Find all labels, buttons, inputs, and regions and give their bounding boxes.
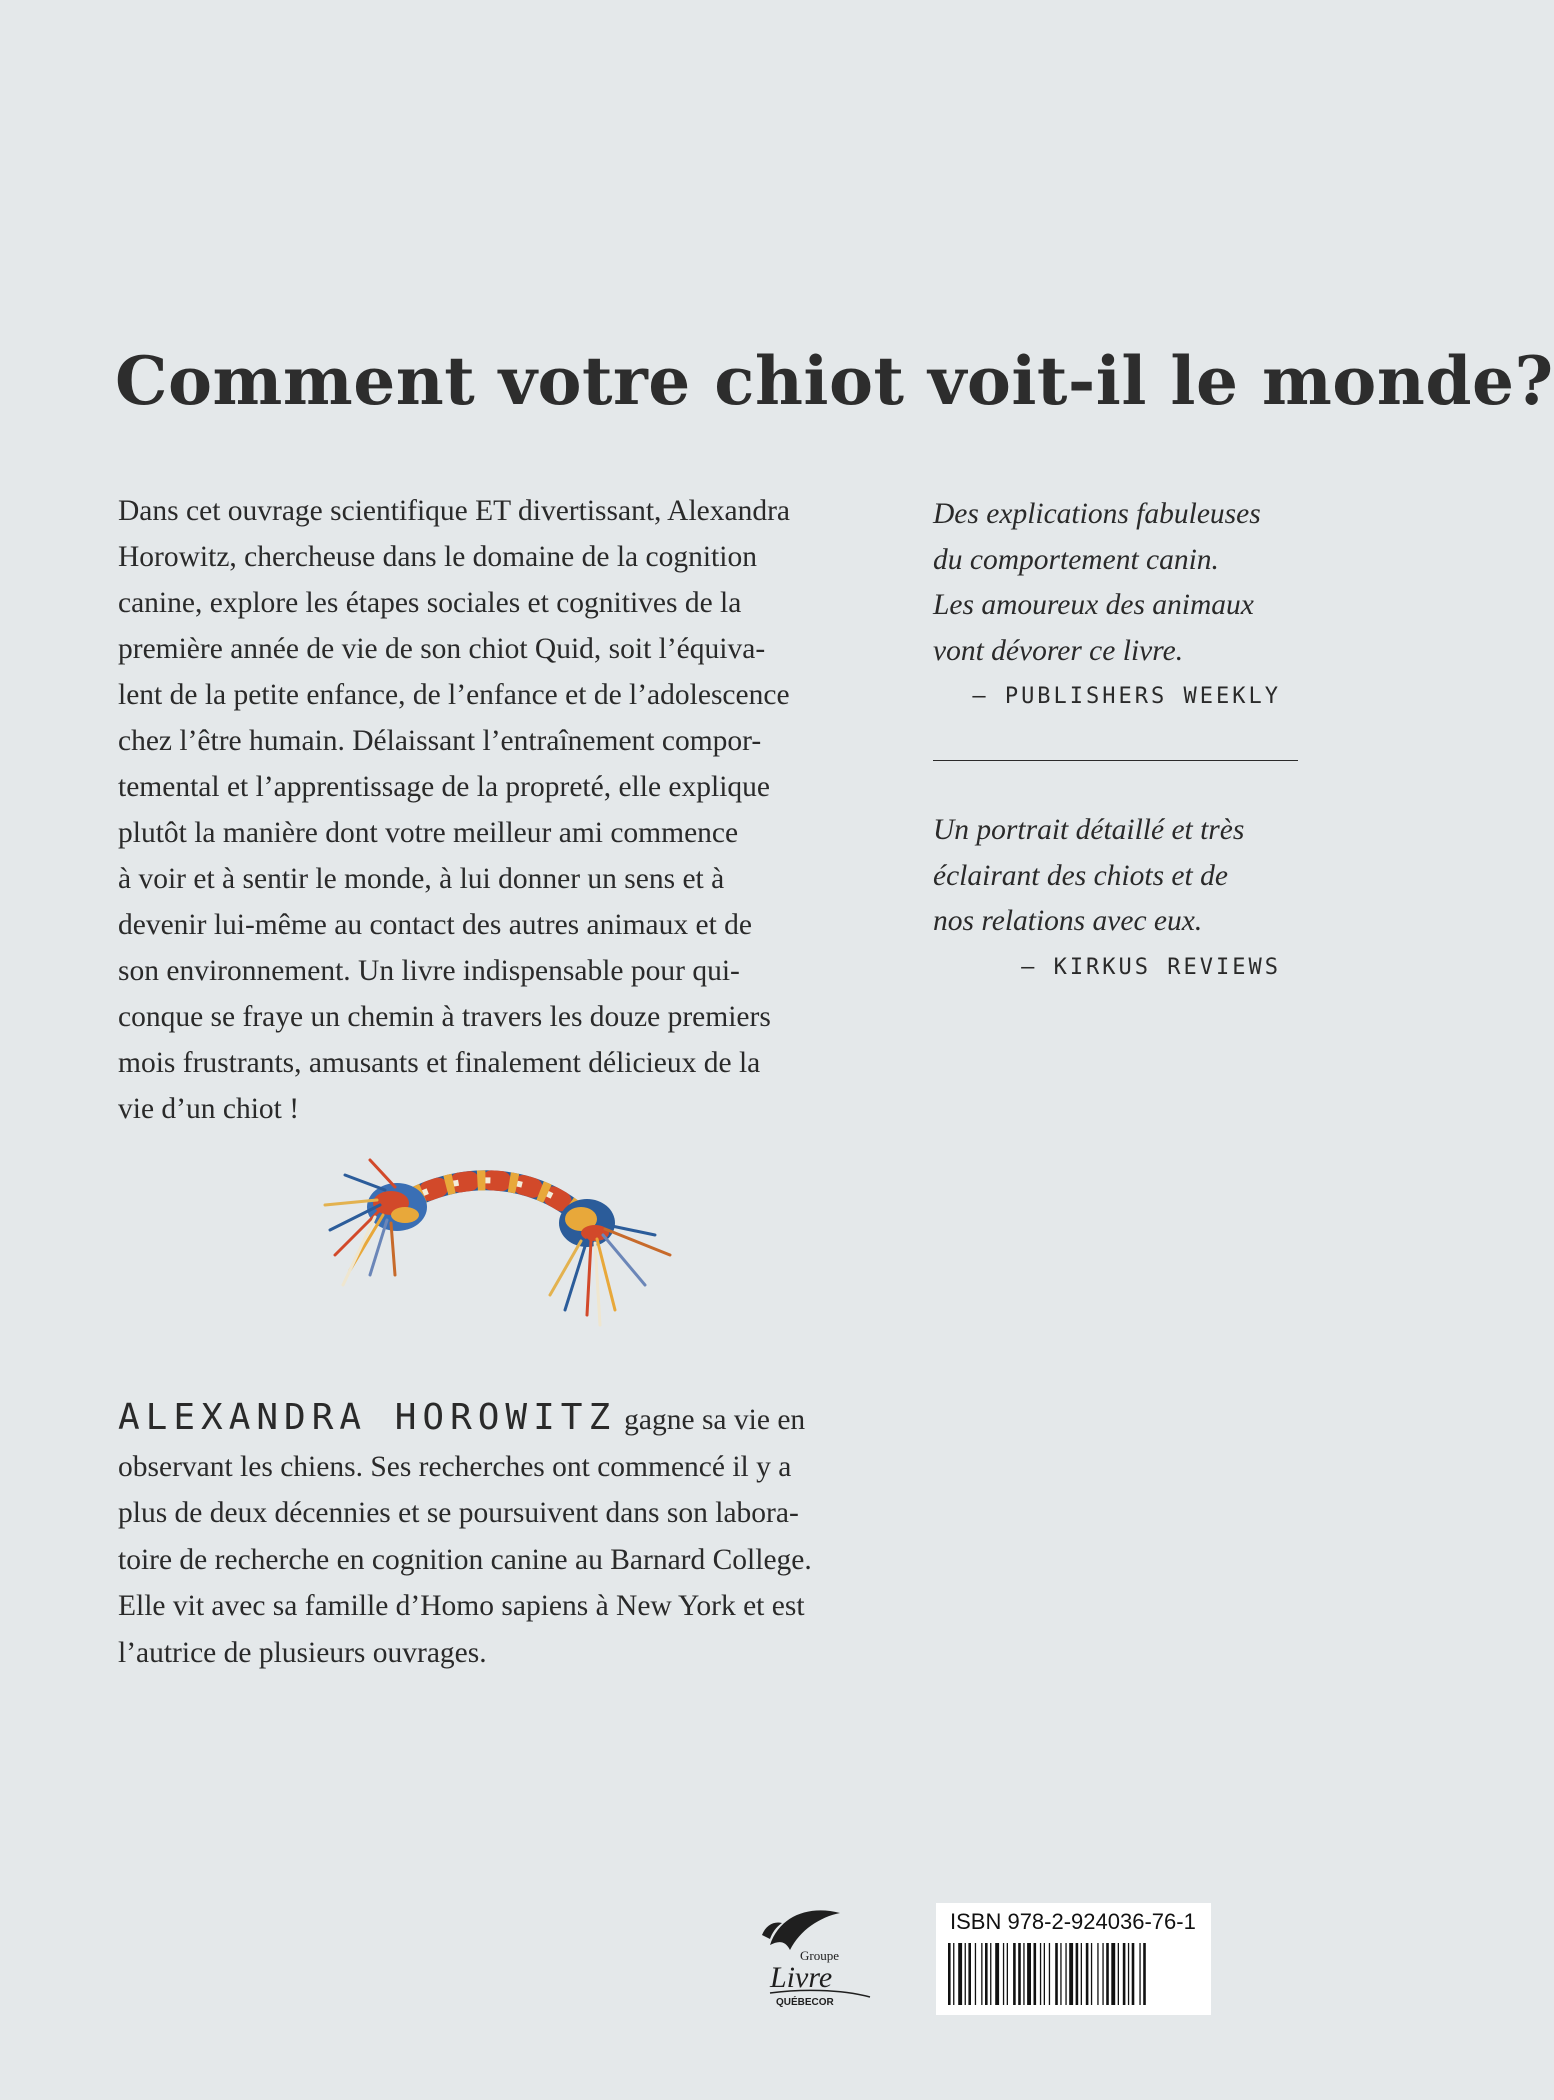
barcode-bar — [1097, 1943, 1098, 2005]
bio-line: plus de deux décennies et se poursuivent dans son labora- — [118, 1497, 799, 1529]
description-line: Dans cet ouvrage scientifique ET divertissant, Alexandra — [118, 495, 791, 527]
leaf-icon — [770, 1910, 840, 1950]
barcode-bar — [1086, 1943, 1089, 2005]
barcode-bar — [1081, 1943, 1082, 2005]
bio-first-line — [118, 1395, 918, 1444]
barcode-bar — [1123, 1943, 1126, 2005]
barcode-bar — [953, 1943, 954, 2005]
description-line: à voir et à sentir le monde, à lui donner un sens et à — [118, 863, 725, 895]
publisher-group: Groupe — [800, 1948, 839, 1963]
barcode-bar — [1111, 1943, 1115, 2005]
quote-line: vont dévorer ce livre. — [933, 634, 1184, 667]
quote-attribution: — KIRKUS REVIEWS — [1021, 954, 1281, 980]
description-line: temental et l’apprentissage de la propreté, elle explique — [118, 771, 770, 803]
description-line: première année de vie de son chiot Quid, soit l’équiva- — [118, 633, 766, 665]
publisher-parent: QUÉBECOR — [776, 1997, 834, 2008]
bio-line: gagne sa vie en — [624, 1404, 806, 1436]
barcode-bar — [1076, 1943, 1079, 2005]
description-line: chez l’être humain. Délaissant l’entraînement compor- — [118, 725, 762, 757]
rope-toy-illustration — [325, 1145, 675, 1345]
barcode-bar — [1139, 1943, 1140, 2005]
quote-line: éclairant des chiots et de — [933, 859, 1228, 892]
barcode-bar — [1102, 1943, 1103, 2005]
isbn-number: ISBN 978-2-924036-76-1 — [950, 1909, 1196, 1934]
barcode-bar — [1065, 1943, 1066, 2005]
barcode-bar — [1044, 1943, 1045, 2005]
barcode-bar — [1118, 1943, 1119, 2005]
quote-line: du comportement canin. — [933, 543, 1219, 576]
quote-divider — [933, 760, 1298, 761]
barcode-bar — [1106, 1943, 1109, 2005]
barcode-bar — [1018, 1943, 1021, 2005]
barcode-bar — [975, 1943, 976, 2005]
barcode-bar — [990, 1943, 991, 2005]
barcode-bar — [1007, 1943, 1008, 2005]
description-line: mois frustrants, amusants et finalement délicieux de la — [118, 1047, 761, 1079]
review-quote-kirkus — [933, 808, 1293, 990]
description-line: conque se fraye un chemin à travers les douze premiers — [118, 1001, 771, 1033]
bio-line: observant les chiens. Ses recherches ont commencé il y a — [118, 1450, 792, 1483]
description-line: devenir lui-même au contact des autres animaux et de — [118, 909, 752, 941]
barcode-bar — [995, 1943, 999, 2005]
isbn-barcode-block — [936, 1903, 1211, 2015]
barcode-bar — [1027, 1943, 1031, 2005]
barcode-bar — [981, 1943, 982, 2005]
barcode-bar — [1034, 1943, 1037, 2005]
bio-line: l’autrice de plusieurs ouvrages. — [118, 1636, 487, 1669]
description-paragraph — [118, 488, 878, 1132]
barcode-bar — [1055, 1943, 1058, 2005]
quote-line: Les amoureux des animaux — [933, 589, 1254, 621]
barcode-bar — [1069, 1943, 1073, 2005]
author-name: ALEXANDRA HOROWITZ — [118, 1397, 617, 1438]
barcode-bar — [1049, 1943, 1050, 2005]
description-line: lent de la petite enfance, de l’enfance et de l’adolescence — [118, 679, 790, 711]
description-line: canine, explore les étapes sociales et cognitives de la — [118, 587, 742, 619]
description-line: Horowitz, chercheuse dans le domaine de la cognition — [118, 541, 757, 573]
barcode-bar — [1060, 1943, 1061, 2005]
description-line: vie d’un chiot ! — [118, 1093, 300, 1125]
bio-line: toire de recherche en cognition canine au Barnard College. — [118, 1543, 812, 1576]
quote-attribution: — PUBLISHERS WEEKLY — [972, 684, 1281, 709]
barcode-bar — [968, 1943, 971, 2005]
quote-line: nos relations avec eux. — [933, 905, 1203, 937]
barcode-bar — [965, 1943, 966, 2005]
quote-line: Un portrait détaillé et très — [933, 814, 1245, 846]
publisher-name: Livre — [770, 1961, 833, 1994]
description-line: plutôt la manière dont votre meilleur ami commence — [118, 817, 739, 849]
description-line: son environnement. Un livre indispensable pour qui- — [118, 955, 740, 987]
barcode-bar — [1132, 1943, 1135, 2005]
review-quote-publishers-weekly — [933, 492, 1293, 720]
barcode-bar — [1091, 1943, 1092, 2005]
barcode-bar — [1128, 1943, 1129, 2005]
bio-line: Elle vit avec sa famille d’Homo sapiens à New York et est — [118, 1590, 805, 1622]
barcode-bar — [1023, 1943, 1024, 2005]
barcode — [948, 1943, 1200, 2005]
barcode-bar — [958, 1943, 962, 2005]
page-title: Comment votre chiot voit-il le monde? — [115, 342, 1554, 420]
publisher-logo — [740, 1905, 880, 2010]
barcode-bar — [1040, 1943, 1041, 2005]
barcode-bar — [948, 1943, 951, 2005]
author-bio — [118, 1395, 918, 1676]
barcode-bar — [1013, 1943, 1016, 2005]
barcode-bar — [985, 1943, 988, 2005]
quote-line: Des explications fabuleuses — [933, 498, 1261, 530]
barcode-bar — [1143, 1943, 1146, 2005]
barcode-bar — [1003, 1943, 1004, 2005]
